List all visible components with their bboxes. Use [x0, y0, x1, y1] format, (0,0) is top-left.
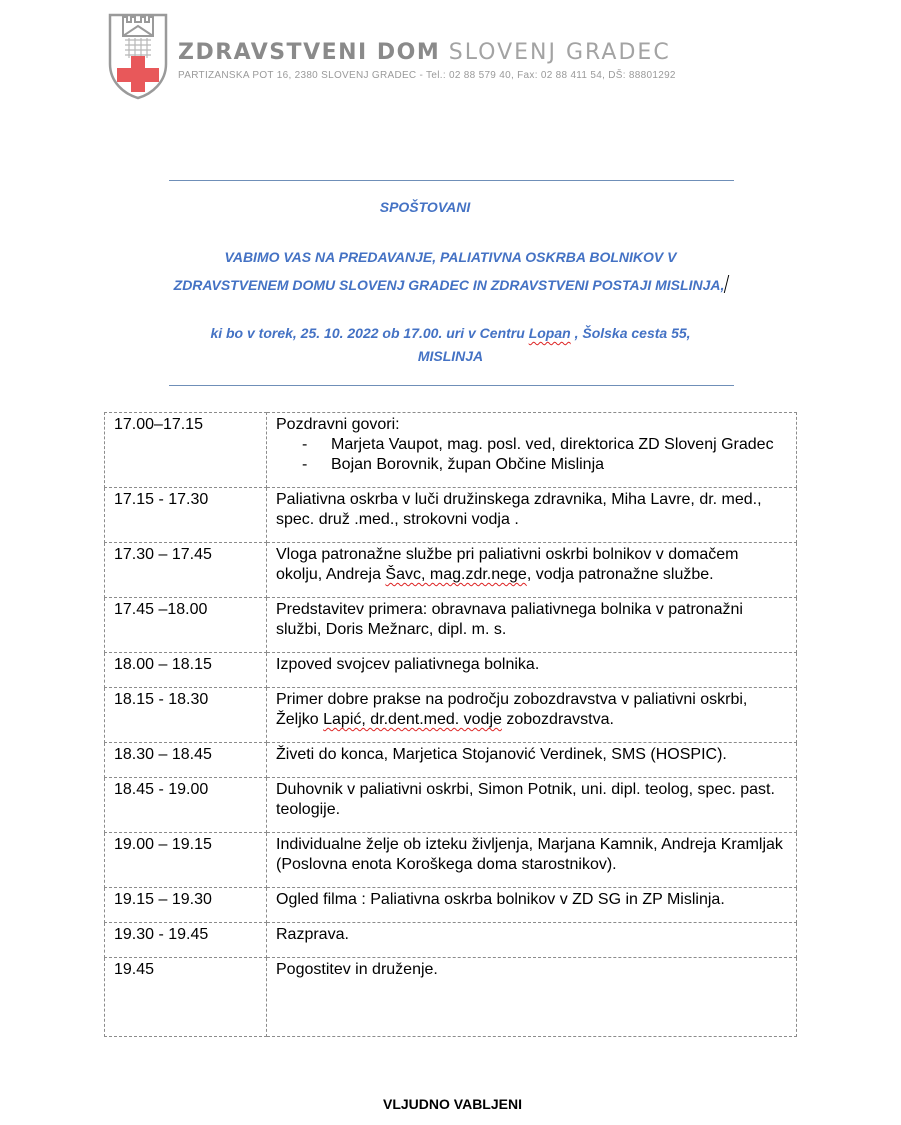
venue-name: Lopan	[528, 325, 571, 341]
description-cell: Ogled filma : Paliativna oskrba bolnikov v ZD SG in ZP Mislinja.	[267, 888, 797, 923]
text-cursor	[724, 275, 729, 293]
speaker-list	[276, 435, 787, 475]
table-row	[105, 888, 797, 923]
divider-bottom	[169, 385, 734, 386]
description-cell: Paliativna oskrba v luči družinskega zdravnika, Miha Lavre, dr. med., spec. druž .med., strokovni vodja .	[267, 488, 797, 543]
description-intro: Pozdravni govori:	[276, 416, 400, 433]
invitation-line-1: VABIMO VAS NA PREDAVANJE, PALIATIVNA OSKRBA BOLNIKOV V	[224, 249, 677, 265]
description-cell	[267, 543, 797, 598]
closing-text: VLJUDNO VABLJENI	[383, 1096, 522, 1112]
time-cell: 18.15 - 18.30	[105, 688, 267, 743]
description-cell: Razprava.	[267, 923, 797, 958]
time-cell: 19.00 – 19.15	[105, 833, 267, 888]
time-cell: 18.00 – 18.15	[105, 653, 267, 688]
table-row	[105, 653, 797, 688]
time-cell: 18.45 - 19.00	[105, 778, 267, 833]
list-item: - Marjeta Vaupot, mag. posl. ved, direktorica ZD Slovenj Gradec	[276, 435, 787, 455]
description-cell: Živeti do konca, Marjetica Stojanović Verdinek, SMS (HOSPIC).	[267, 743, 797, 778]
divider-top	[169, 180, 734, 181]
organization-name-bold: ZDRAVSTVENI DOM	[178, 40, 441, 65]
time-cell: 17.00–17.15	[105, 413, 267, 488]
table-row	[105, 413, 797, 488]
time-cell: 19.15 – 19.30	[105, 888, 267, 923]
invitation-line-2-text: ZDRAVSTVENEM DOMU SLOVENJ GRADEC IN ZDRAVSTVENI POSTAJI MISLINJA,	[173, 277, 725, 293]
description-cell	[267, 688, 797, 743]
description-text: Primer dobre prakse na področju zobozdravstva v paliativni oskrbi, Željko	[276, 691, 748, 728]
list-item: - Bojan Borovnik, župan Občine Mislinja	[276, 455, 787, 475]
description-cell	[267, 413, 797, 488]
time-cell: 17.45 –18.00	[105, 598, 267, 653]
event-place: MISLINJA	[417, 348, 484, 364]
description-cell: Predstavitev primera: obravnava paliativnega bolnika v patronažni službi, Doris Mežnarc, dipl. m. s.	[267, 598, 797, 653]
table-row	[105, 923, 797, 958]
description-cell: Duhovnik v paliativni oskrbi, Simon Potnik, uni. dipl. teolog, spec. past. teologije.	[267, 778, 797, 833]
time-cell: 19.30 - 19.45	[105, 923, 267, 958]
table-row	[105, 688, 797, 743]
description-cell: Izpoved svojcev paliativnega bolnika.	[267, 653, 797, 688]
time-cell: 17.15 - 17.30	[105, 488, 267, 543]
description-cell: Pogostitev in druženje.	[267, 958, 797, 1037]
description-text: , vodja patronažne službe.	[526, 566, 714, 583]
description-text: Vloga patronažne službe pri paliativni oskrbi bolnikov v domačem okolju, Andreja	[276, 546, 739, 583]
time-cell: 17.30 – 17.45	[105, 543, 267, 598]
organization-name	[178, 40, 671, 65]
spellcheck-text: Lapić, dr.dent.med. vodje	[323, 711, 502, 728]
description-text: zobozdravstva.	[501, 711, 614, 728]
invitation-line-2	[0, 275, 901, 293]
spellcheck-text: Šavc, mag.zdr.nege	[385, 566, 527, 583]
table-row	[105, 543, 797, 598]
logo	[107, 12, 169, 100]
table-row	[105, 833, 797, 888]
table-row	[105, 598, 797, 653]
table-row	[105, 778, 797, 833]
time-cell: 19.45	[105, 958, 267, 1037]
greeting: SPOŠTOVANI	[379, 199, 471, 215]
table-row	[105, 743, 797, 778]
event-date-venue	[0, 325, 901, 341]
table-row	[105, 488, 797, 543]
event-date-text: ki bo v torek, 25. 10. 2022 ob 17.00. uri v Centru	[210, 325, 529, 341]
organization-name-city: SLOVENJ GRADEC	[448, 40, 671, 65]
schedule-table	[104, 412, 797, 1037]
time-cell: 18.30 – 18.45	[105, 743, 267, 778]
table-row	[105, 958, 797, 1037]
venue-address: , Šolska cesta 55,	[570, 325, 691, 341]
organization-address: PARTIZANSKA POT 16, 2380 SLOVENJ GRADEC - Tel.: 02 88 579 40, Fax: 02 88 411 54, DŠ: 88801292	[178, 70, 676, 81]
description-cell: Individualne želje ob izteku življenja, Marjana Kamnik, Andreja Kramljak (Poslovna enota Koroškega doma starostnikov).	[267, 833, 797, 888]
